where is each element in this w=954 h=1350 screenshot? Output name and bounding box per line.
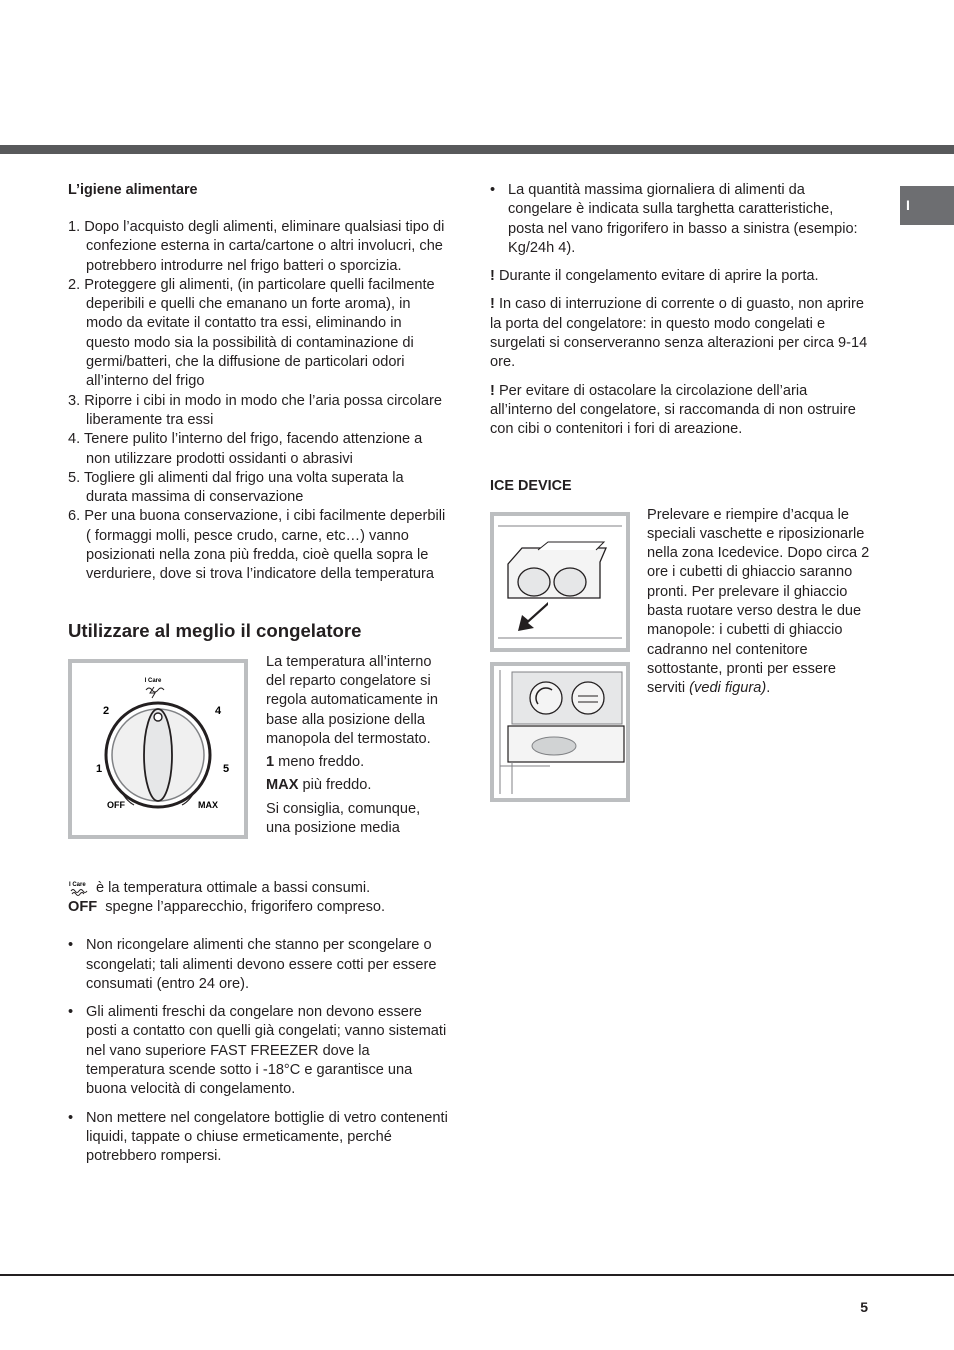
ice-tray-illustration: [490, 512, 630, 652]
setting-1-bold: 1: [266, 754, 275, 771]
dial-label-off: OFF: [107, 799, 125, 810]
freezer-title: Utilizzare al meglio il congelatore: [68, 619, 362, 641]
dial-label-max: MAX: [198, 799, 218, 810]
dial-legend: [68, 879, 448, 918]
see-figure-ref: (vedi figura): [689, 680, 767, 697]
bullet-dot: •: [490, 182, 496, 198]
hygiene-title: L’igiene alimentare: [68, 182, 198, 198]
language-tab-label: I: [906, 197, 910, 213]
warning-note: ! Per evitare di ostacolare la circolazione dell’aria all’interno del congelatore, si raccomanda di non ostruire con cibi o contenitori i fori di areazione.: [490, 382, 856, 438]
ice-device-title: ICE DEVICE: [490, 477, 572, 494]
dial-label-4: 4: [214, 704, 222, 717]
ice-device-figure: [490, 506, 872, 812]
page-number: 5: [860, 1299, 868, 1315]
thermostat-dial-icon: [72, 663, 244, 835]
setting-1-text: meno freddo.: [274, 754, 365, 771]
dial-label-1: 1: [95, 762, 103, 775]
bullet-dot: •: [68, 1109, 74, 1126]
thermostat-advice: Si consiglia, comunque, una posizione media: [266, 800, 421, 837]
thermostat-description: [266, 653, 448, 843]
warning-icon: !: [490, 268, 495, 285]
left-column: [68, 181, 448, 1176]
icare-icon-label: I Care: [69, 882, 86, 889]
thermostat-figure: [68, 653, 448, 865]
language-tab: [900, 186, 954, 225]
freezer-bullet: • Non mettere nel congelatore bottiglie di vetro contenenti liquidi, tappate o chiuse ermeticamente, perché potrebbero rompersi.: [68, 1109, 448, 1165]
warning-note: ! In caso di interruzione di corrente o di guasto, non aprire la porta del congelatore: in questo modo congelati e surgelati si conserveranno senza alterazioni per circa 9-14 ore.: [490, 296, 868, 371]
icare-legend-line: [68, 879, 448, 898]
capacity-bullets: [490, 181, 872, 258]
setting-max-text: più freddo.: [298, 777, 372, 794]
ice-tray-icon: [494, 516, 626, 648]
icare-icon: [68, 880, 92, 896]
ice-drawer-illustration: [490, 662, 630, 802]
bullet-dot: •: [68, 1004, 74, 1021]
dial-label-2: 2: [102, 704, 110, 717]
hygiene-item: 1. Dopo l’acquisto degli alimenti, eliminare qualsiasi tipo di confezione esterna in carta/cartone o altri involucri, che potrebbero introdurre nel frigo batteri o sporcizia.: [68, 219, 445, 274]
hygiene-item: 3. Riporre i cibi in modo in modo che l’aria possa circolare liberamente tra essi: [68, 392, 442, 428]
icare-legend-text: è la temperatura ottimale a bassi consumi.: [96, 879, 371, 896]
warning-note: ! Durante il congelamento evitare di aprire la porta.: [490, 268, 819, 285]
setting-1-line: [266, 753, 448, 772]
warning-icon: !: [490, 382, 495, 399]
hygiene-item: 4. Tenere pulito l’interno del frigo, facendo attenzione a non utilizzare prodotti ossidanti o abrasivi: [68, 431, 423, 467]
off-legend-text: spegne l’apparecchio, frigorifero compreso.: [105, 898, 386, 915]
thermostat-dial-illustration: [68, 659, 248, 839]
hygiene-list: [68, 218, 448, 585]
hygiene-item: 2. Proteggere gli alimenti, (in particolare quelli facilmente deperibili e quelli che emanano un forte aroma), in modo da evitate il contatto tra essi, eliminando in questo modo sia la possibilità di contaminazione di germi/batteri, che la diffusione de particolari odori all’interno del frigo: [68, 276, 435, 390]
bullet-dot: •: [68, 937, 74, 954]
hygiene-item: 5. Togliere gli alimenti dal frigo una volta superata la durata massima di conservazione: [68, 469, 404, 506]
warning-icon: !: [490, 296, 495, 313]
ice-device-description: Prelevare e riempire d’acqua le speciali vaschette e riposizionarle nella zona Icedevice. Dopo circa 2 ore i cubetti di ghiaccio saranno pronti. Per prelevare il ghiaccio basta ruotare verso destra le due manopole: i cubetti di ghiaccio cadranno nel contenitore sottostante, pronti per essere serviti (vedi figura).: [647, 506, 870, 697]
ice-drawer-icon: [494, 666, 626, 798]
header-bar: [0, 145, 954, 154]
off-legend-bold: OFF: [68, 898, 98, 915]
dial-label-5: 5: [222, 762, 230, 775]
footer-rule: [0, 1274, 954, 1276]
freezer-bullets: [68, 936, 448, 1166]
thermostat-intro: La temperatura all’interno del reparto congelatore si regola automaticamente in base alla posizione della manopola del termostato.: [266, 653, 438, 747]
icare-wave-icon: [146, 688, 164, 692]
freezer-bullet: • Non ricongelare alimenti che stanno per scongelare o scongelati; tali alimenti devono essere cotti per essere consumati (entro 24 ore).: [68, 937, 437, 992]
arrow-icon: [518, 602, 548, 631]
setting-max-line: [266, 776, 448, 795]
dial-icare-label: I Care: [144, 677, 162, 684]
hygiene-item: 6. Per una buona conservazione, i cibi facilmente deperbili ( formaggi molli, pesce crudo, carne, etc…) vanno posizionati nella zona più fredda, cioè quella sopra le verduriere, dove si trova l’indicatore della temperatura: [68, 508, 446, 583]
setting-max-bold: MAX: [266, 777, 299, 794]
capacity-bullet: • La quantità massima giornaliera di alimenti da congelare è indicata sulla targhetta caratteristiche, posta nel vano frigorifero in basso a sinistra (esempio: Kg/24h 4).: [490, 182, 858, 256]
freezer-bullet: • Gli alimenti freschi da congelare non devono essere posti a contatto con quelli già congelati; vanno sistemati nel vano superiore FAST FREEZER dove la temperatura scende sotto i -18°C e garantisce una buona velocità di congelamento.: [68, 1004, 447, 1098]
right-column: [490, 181, 872, 812]
off-legend-line: [68, 898, 448, 917]
